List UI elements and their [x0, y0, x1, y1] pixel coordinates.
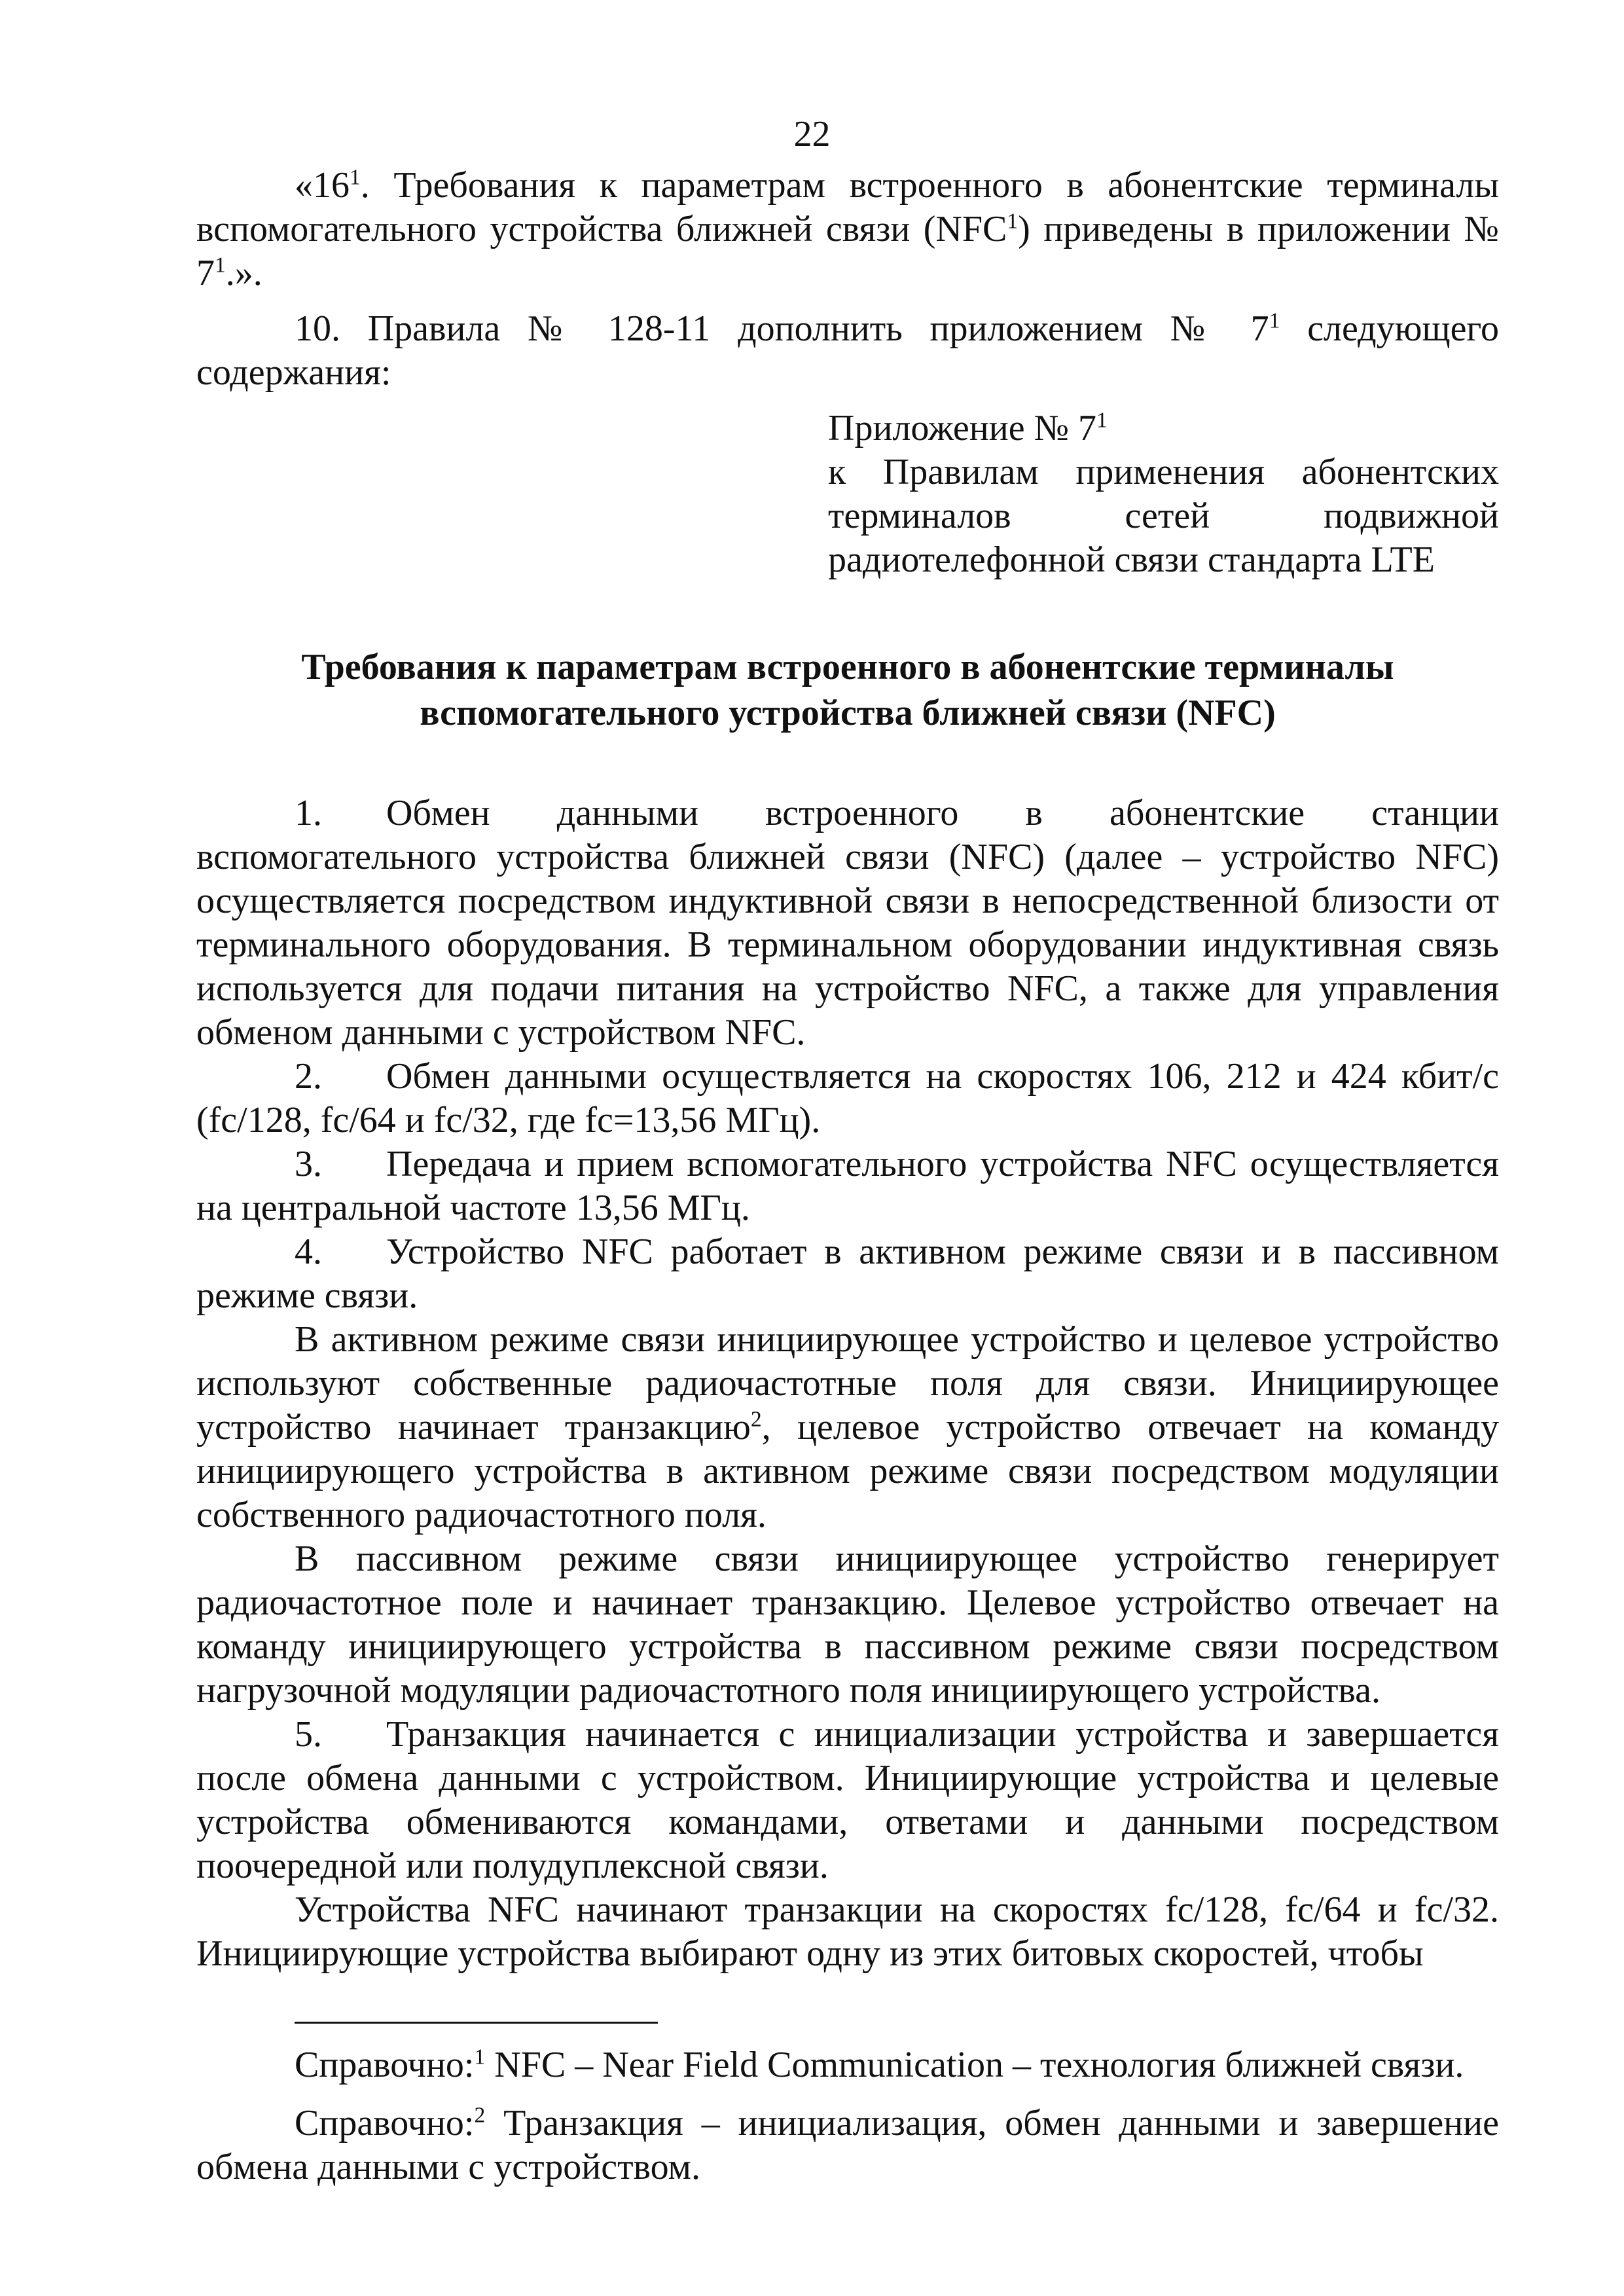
intro-paragraph-10: [196, 307, 1499, 395]
footnote-label: Справочно:: [295, 2045, 475, 2085]
footnote-separator: [295, 2022, 658, 2024]
document-title-line-1: Требования к параметрам встроенного в абонентские терминалы: [301, 647, 1394, 687]
annex-subtitle: к Правилам применения абонентских терминалов сетей подвижной радиотелефонной связи стандарта LTE: [828, 452, 1499, 580]
item-text: Обмен данными встроенного в абонентские станции вспомогательного устройства ближней связи (NFC) (далее – устройство NFC) осуществляется посредством индуктивной связи в непосредственной близости от терминального оборудования. В терминальном оборудовании индуктивная связь используется для подачи питания на устройство NFC, а также для управления обменом данными с устройством NFC.: [196, 793, 1499, 1053]
item-number: 1.: [295, 793, 322, 833]
intro-text: 10. Правила № 128-11 дополнить приложением № 7: [295, 308, 1269, 349]
paragraph-speeds: Устройства NFC начинают транзакции на скоростях fc/128, fc/64 и fc/32. Инициирующие устройства выбирают одну из этих битовых скоростей, чтобы: [196, 1889, 1499, 1974]
item-text: Устройство NFC работает в активном режиме связи и в пассивном режиме связи.: [196, 1231, 1499, 1316]
intro-text: .».: [225, 253, 262, 293]
item-number: 5.: [295, 1714, 322, 1755]
footnote-label: Справочно:: [295, 2103, 475, 2143]
superscript: 1: [1007, 209, 1019, 234]
annex-header: [828, 407, 1499, 582]
document-title: [196, 644, 1499, 736]
page-number: 22: [793, 114, 831, 155]
footnote-text: NFC – Near Field Communication – технология ближней связи.: [485, 2045, 1464, 2085]
footnotes: [196, 2043, 1499, 2189]
paragraph-text: В активном режиме связи инициирующее устройство и целевое устройство используют собственные радиочастотные поля для связи. Инициирующее устройство начинает транзакцию: [196, 1319, 1499, 1448]
superscript: 1: [215, 253, 226, 278]
intro-text: следующего содержания:: [196, 308, 1499, 393]
superscript: 1: [350, 165, 361, 190]
intro-text: . Требования к параметрам встроенного в абонентские терминалы вспомогательного устройства ближней связи (NFC: [196, 165, 1499, 249]
numbered-item-1: [196, 792, 1499, 1055]
numbered-item-5: [196, 1713, 1499, 1888]
footnote-2: [196, 2102, 1499, 2189]
footnote-text: Транзакция – инициализация, обмен данными и завершение обмена данными с устройством.: [196, 2103, 1499, 2187]
intro-text: «16: [295, 165, 350, 206]
numbered-item-3: [196, 1142, 1499, 1230]
item-number: 4.: [295, 1231, 322, 1272]
superscript: 1: [474, 2045, 486, 2069]
item-number: 3.: [295, 1144, 322, 1184]
item-text: Обмен данными осуществляется на скоростях 106, 212 и 424 кбит/с (fc/128, fc/64 и fc/32, где fc=13,56 МГц).: [196, 1056, 1499, 1140]
footnote-1: [196, 2043, 1499, 2087]
item-text: Транзакция начинается с инициализации устройства и завершается после обмена данными с устройством. Инициирующие устройства и целевые устройства обмениваются командами, ответами и данными посредством поочередной или полудуплексной связи.: [196, 1714, 1499, 1886]
document-title-line-2: вспомогательного устройства ближней связи (NFC): [420, 693, 1276, 733]
document-content: [196, 164, 1499, 2204]
superscript: 2: [750, 1407, 762, 1432]
paragraph-text: , целевое устройство отвечает на команду инициирующего устройства в активном режиме связи посредством модуляции собственного радиочастотного поля.: [196, 1407, 1499, 1535]
superscript: 2: [474, 2103, 486, 2128]
item-text: Передача и прием вспомогательного устройства NFC осуществляется на центральной частоте 13,56 МГц.: [196, 1144, 1499, 1228]
intro-text: ) приведены в приложении № 7: [196, 209, 1499, 293]
paragraph-active-mode: [196, 1318, 1499, 1537]
annex-title-text: Приложение № 7: [828, 408, 1096, 448]
superscript: 1: [1096, 408, 1108, 433]
numbered-item-2: [196, 1055, 1499, 1142]
item-number: 2.: [295, 1056, 322, 1097]
superscript: 1: [1269, 308, 1280, 333]
paragraph-passive-mode: В пассивном режиме связи инициирующее устройство генерирует радиочастотное поле и начинает транзакцию. Целевое устройство отвечает на команду инициирующего устройства в пассивном режиме связи посредством нагрузочной модуляции радиочастотного поля инициирующего устройства.: [196, 1539, 1499, 1711]
intro-paragraph-16-1: [196, 164, 1499, 295]
annex-title: [828, 407, 1499, 450]
numbered-item-4: [196, 1230, 1499, 1318]
